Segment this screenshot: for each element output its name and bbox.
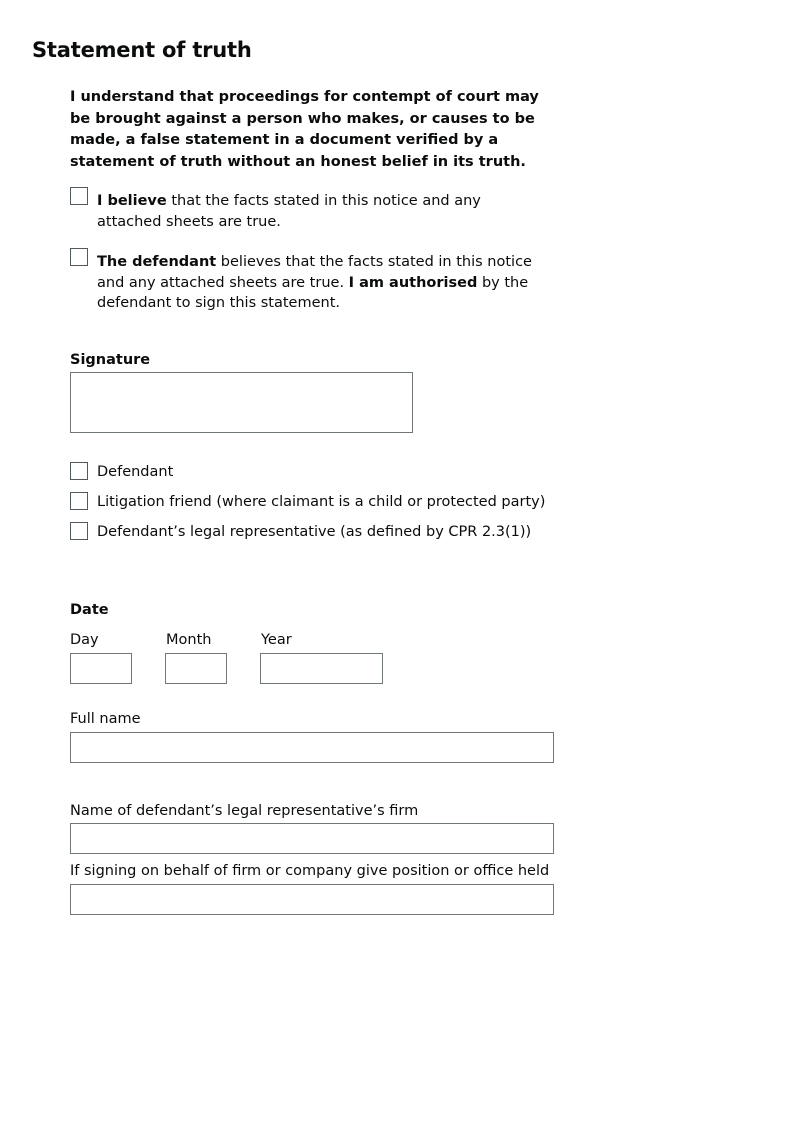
full-name-input[interactable] bbox=[70, 732, 554, 763]
page-title: Statement of truth bbox=[32, 38, 252, 62]
authorised-bold: I am authorised bbox=[348, 274, 478, 291]
belief-bold-defendant: The defendant bbox=[97, 254, 217, 270]
belief-text-self: that the facts stated in this notice and any attached sheets are true. bbox=[97, 193, 481, 230]
belief-text-defendant: believes that the facts stated in this notice and any attached sheets are true. bbox=[97, 254, 532, 291]
role-checkbox-litigation-friend[interactable] bbox=[70, 492, 88, 510]
declaration-text: I understand that proceedings for contempt of court may be brought against a person who makes, or causes to be made, a false statement in a document verified by a statement of truth without an honest belief in its truth. bbox=[70, 89, 539, 170]
firm-name-label: Name of defendant’s legal representative’s firm bbox=[70, 803, 419, 819]
position-input[interactable] bbox=[70, 884, 554, 915]
belief-checkbox-defendant[interactable] bbox=[70, 248, 88, 266]
month-input[interactable] bbox=[165, 653, 227, 684]
year-label: Year bbox=[261, 632, 292, 648]
full-name-label: Full name bbox=[70, 711, 141, 727]
position-label: If signing on behalf of firm or company give position or office held bbox=[70, 863, 550, 879]
role-label-defendant: Defendant bbox=[97, 464, 174, 480]
month-label: Month bbox=[166, 632, 212, 648]
role-label-legal-rep: Defendant’s legal representative (as defined by CPR 2.3(1)) bbox=[97, 524, 532, 540]
signature-label: Signature bbox=[70, 352, 151, 368]
belief-label-defendant bbox=[97, 252, 557, 314]
authorised-text: by the defendant to sign this statement. bbox=[97, 274, 529, 311]
day-label: Day bbox=[70, 632, 99, 648]
belief-label-self bbox=[97, 191, 547, 232]
role-checkbox-legal-rep[interactable] bbox=[70, 522, 88, 540]
firm-name-input[interactable] bbox=[70, 823, 554, 854]
date-label: Date bbox=[70, 602, 109, 618]
year-input[interactable] bbox=[260, 653, 383, 684]
role-label-litigation-friend: Litigation friend (where claimant is a child or protected party) bbox=[97, 494, 546, 510]
belief-bold-self: I believe bbox=[97, 193, 167, 209]
belief-checkbox-self[interactable] bbox=[70, 187, 88, 205]
role-checkbox-defendant[interactable] bbox=[70, 462, 88, 480]
day-input[interactable] bbox=[70, 653, 132, 684]
signature-box[interactable] bbox=[70, 372, 413, 433]
